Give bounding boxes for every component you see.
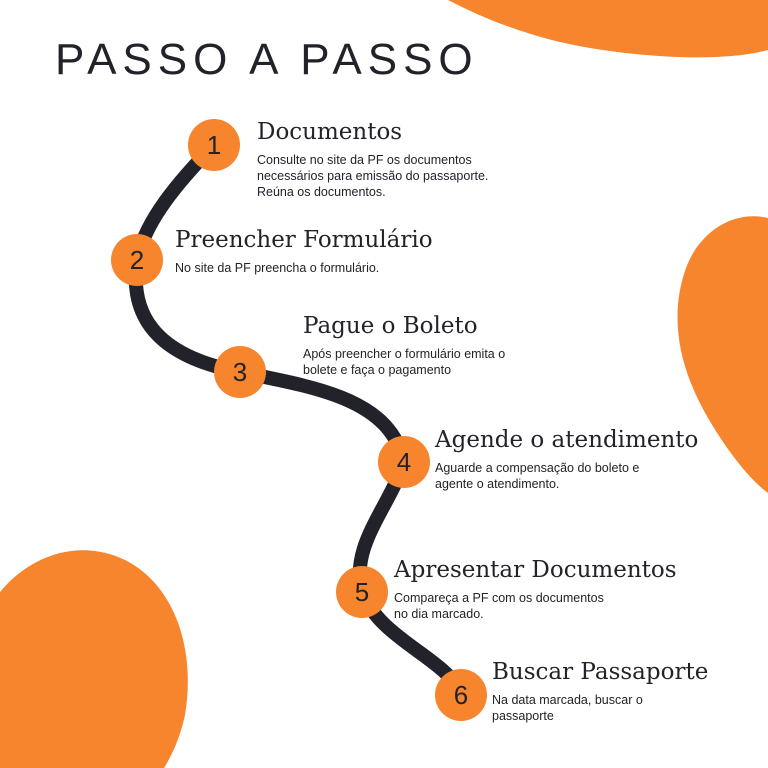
- step-2-number-badge: 2: [111, 234, 163, 286]
- step-1: [257, 118, 488, 200]
- step-6: [492, 658, 708, 724]
- step-6-description: Na data marcada, buscar o passaporte: [492, 693, 643, 723]
- step-1-description: Consulte no site da PF os documentos necessários para emissão do passaporte. Reúna os documentos.: [257, 153, 489, 199]
- page-title: PASSO A PASSO: [55, 35, 479, 84]
- step-4-title: Agende o atendimento: [435, 427, 699, 453]
- step-3-number-badge: 3: [214, 346, 266, 398]
- step-3-title: Pague o Boleto: [303, 313, 478, 339]
- step-4-number-badge: 4: [378, 436, 430, 488]
- step-5-number-badge: 5: [336, 566, 388, 618]
- step-2: [175, 226, 433, 276]
- step-6-title: Buscar Passaporte: [492, 659, 709, 685]
- step-1-number-badge: 1: [188, 119, 240, 171]
- step-6-number-badge: 6: [435, 669, 487, 721]
- step-4: [435, 426, 698, 492]
- step-5: [394, 556, 677, 622]
- step-5-title: Apresentar Documentos: [394, 557, 677, 583]
- step-5-description: Compareça a PF com os documentos no dia marcado.: [394, 591, 604, 621]
- step-3: [303, 312, 505, 378]
- step-2-title: Preencher Formulário: [175, 227, 433, 253]
- step-2-description: No site da PF preencha o formulário.: [175, 261, 380, 275]
- step-3-description: Após preencher o formulário emita o bolete e faça o pagamento: [303, 347, 506, 377]
- step-4-description: Aguarde a compensação do boleto e agente o atendimento.: [435, 461, 640, 491]
- step-1-title: Documentos: [257, 119, 403, 145]
